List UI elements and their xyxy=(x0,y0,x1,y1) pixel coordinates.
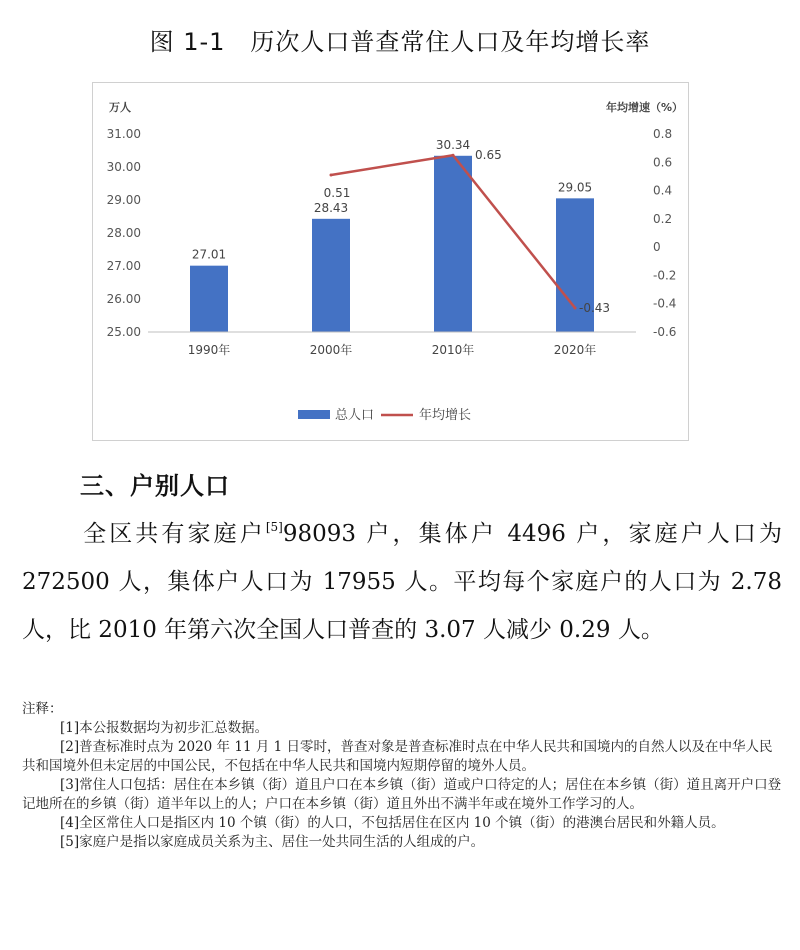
right-tick-label: 0.8 xyxy=(653,127,673,141)
growth-point xyxy=(574,306,577,309)
paragraph-text-1: 全区共有家庭户 xyxy=(80,521,266,547)
category-label: 2020年 xyxy=(553,343,597,357)
right-tick-label: -0.6 xyxy=(653,325,677,339)
right-axis-label: 年均增速（%） xyxy=(605,101,683,114)
footnote-ref: [5] xyxy=(265,520,283,534)
left-tick-label: 26.00 xyxy=(106,292,141,306)
bar-2 xyxy=(312,219,350,332)
right-tick-label: -0.4 xyxy=(653,296,677,311)
line-data-label: -0.43 xyxy=(579,300,611,315)
figure-title: 图 1-1 历次人口普查常住人口及年均增长率 xyxy=(149,28,651,56)
right-tick-label: 0.4 xyxy=(653,183,673,198)
bar-1 xyxy=(190,266,228,332)
legend-bar-swatch xyxy=(298,410,330,419)
left-tick-label: 28.00 xyxy=(106,226,141,240)
legend-bar-label: 总人口 xyxy=(335,408,375,423)
note-3: [3]常住人口包括：居住在本乡镇（街）道且户口在本乡镇（街）道或户口待定的人；居住在本乡镇（街）道且离开户口登记地所在的乡镇（街）道半年以上的人；户口在本乡镇（街）道且外出不满半年或在境外工作学习的人。 xyxy=(22,777,782,812)
household-paragraph xyxy=(22,510,782,654)
bar-data-label: 27.01 xyxy=(191,247,227,262)
paragraph-text-2: 98093 户，集体户 4496 户，家庭户人口为 272500 人，集体户人口为 17955 人。平均每个家庭户的人口为 2.78 人，比 2010 年第六次全国人口普查的 3.07 人减少 0.29 人。 xyxy=(22,521,782,643)
bar-data-label: 30.34 xyxy=(435,137,471,152)
note-4: [4]全区常住人口是指区内 10 个镇（街）的人口，不包括居住在区内 10 个镇（街）的港澳台居民和外籍人员。 xyxy=(60,815,725,831)
right-tick-label: 0 xyxy=(653,240,661,255)
legend-line-label: 年均增长 xyxy=(419,408,472,423)
right-tick-label: 0.6 xyxy=(653,155,673,170)
note-2: [2]普查标准时点为 2020 年 11 月 1 日零时，普查对象是普查标准时点在中华人民共和国境内的自然人以及在中华人民共和国境外但未定居的中国公民，不包括在中华人民共和国境内短期停留的境外人员。 xyxy=(22,739,773,774)
left-tick-label: 30.00 xyxy=(106,160,141,174)
notes-label: 注释： xyxy=(22,701,63,717)
right-tick-label: 0.2 xyxy=(653,211,673,226)
bar-3 xyxy=(434,156,472,332)
notes-section xyxy=(22,700,782,852)
line-data-label: 0.51 xyxy=(323,186,351,201)
section-heading: 三、户别人口 xyxy=(80,472,230,500)
bar-data-label: 28.43 xyxy=(313,200,349,215)
left-axis-label: 万人 xyxy=(109,101,131,114)
growth-point xyxy=(330,174,333,177)
left-tick-label: 25.00 xyxy=(106,325,141,339)
bar-data-label: 29.05 xyxy=(557,180,593,195)
note-5: [5]家庭户是指以家庭成员关系为主、居住一处共同生活的人组成的户。 xyxy=(60,834,485,850)
line-data-label: 0.65 xyxy=(475,148,502,163)
category-label: 2000年 xyxy=(309,343,353,357)
left-tick-label: 27.00 xyxy=(106,259,141,273)
category-label: 1990年 xyxy=(187,343,231,357)
category-label: 2010年 xyxy=(431,343,475,357)
chart-svg xyxy=(93,83,690,442)
left-tick-label: 31.00 xyxy=(106,127,141,141)
note-1: [1]本公报数据均为初步汇总数据。 xyxy=(60,720,269,736)
right-tick-label: -0.2 xyxy=(653,268,677,283)
growth-point xyxy=(452,154,455,157)
population-chart xyxy=(92,82,689,441)
left-tick-label: 29.00 xyxy=(106,193,141,207)
